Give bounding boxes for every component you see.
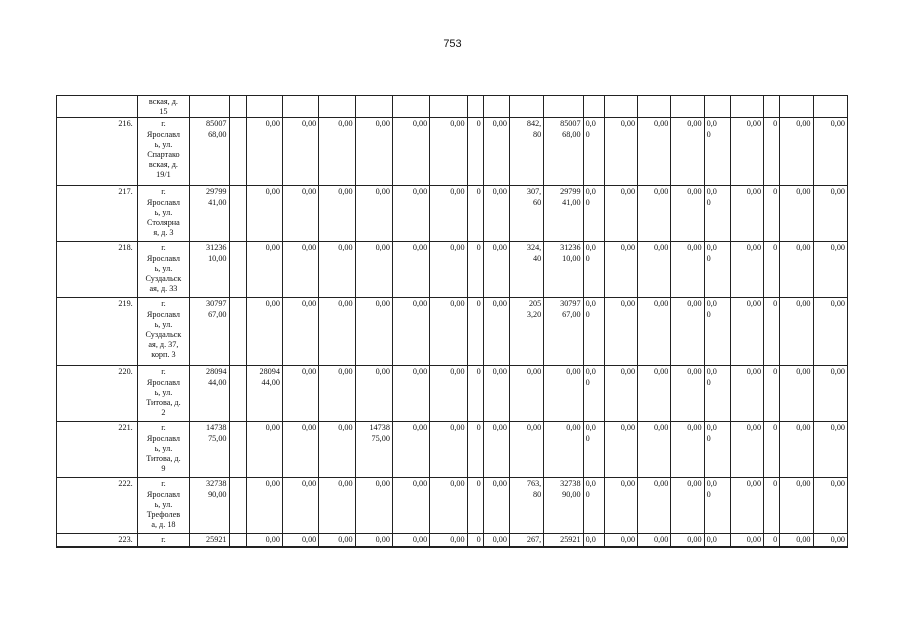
value-cell: 0,00 [392, 422, 429, 478]
value-cell: 0,00 [392, 366, 429, 422]
value-cell [704, 96, 730, 118]
value-cell: 0,00 [780, 534, 813, 547]
table-row [57, 366, 848, 422]
value-cell: 0,00 [319, 366, 355, 422]
value-cell [229, 422, 246, 478]
value-cell: 0,00 [430, 242, 467, 298]
value-cell: 0,00 [813, 478, 847, 534]
value-cell: 0,00 [638, 298, 671, 366]
table-row [57, 118, 848, 186]
table-row [57, 96, 848, 118]
value-cell: 0 [467, 534, 483, 547]
value-cell: 0,00 [730, 366, 763, 422]
value-cell: 0,00 [638, 534, 671, 547]
value-cell [246, 96, 282, 118]
value-cell: 0,00 [319, 298, 355, 366]
value-cell: 0,00 [604, 366, 637, 422]
value-cell: 0,00 [730, 422, 763, 478]
address-cell: г. Ярославл ь, ул. Суздальск ая, д. 33 [137, 242, 189, 298]
value-cell [544, 96, 583, 118]
value-cell: 0,00 [355, 534, 392, 547]
value-cell: 0,00 [483, 534, 509, 547]
value-cell: 30797 67,00 [544, 298, 583, 366]
value-cell: 842, 80 [509, 118, 543, 186]
value-cell: 25921 [190, 534, 229, 547]
value-cell: 0,00 [638, 478, 671, 534]
value-cell: 0,00 [671, 478, 704, 534]
value-cell: 0,00 [392, 478, 429, 534]
value-cell: 32738 90,00 [544, 478, 583, 534]
value-cell: 0,00 [604, 186, 637, 242]
value-cell: 205 3,20 [509, 298, 543, 366]
value-cell: 0,00 [282, 298, 318, 366]
value-cell: 0,00 [319, 118, 355, 186]
value-cell: 14738 75,00 [355, 422, 392, 478]
value-cell: 0,00 [604, 118, 637, 186]
value-cell: 0,00 [780, 186, 813, 242]
address-cell: г. Ярославл ь, ул. Столярна я, д. 3 [137, 186, 189, 242]
value-cell: 0,00 [638, 422, 671, 478]
value-cell [671, 96, 704, 118]
value-cell: 0,00 [355, 478, 392, 534]
value-cell: 0,0 0 [583, 422, 604, 478]
value-cell: 0,00 [813, 366, 847, 422]
value-cell [229, 186, 246, 242]
value-cell: 0,00 [282, 118, 318, 186]
value-cell: 0,00 [282, 534, 318, 547]
value-cell: 0,00 [392, 534, 429, 547]
register-table [56, 95, 848, 548]
value-cell: 0 [764, 534, 780, 547]
value-cell: 0,00 [319, 478, 355, 534]
row-number-cell: 221. [57, 422, 138, 478]
value-cell: 0 [467, 118, 483, 186]
address-cell: вская, д. 15 [137, 96, 189, 118]
value-cell: 0,00 [813, 186, 847, 242]
value-cell: 0,00 [604, 478, 637, 534]
value-cell [764, 96, 780, 118]
value-cell: 31236 10,00 [544, 242, 583, 298]
value-cell: 0,00 [671, 118, 704, 186]
value-cell: 0,00 [483, 242, 509, 298]
value-cell: 0,00 [483, 298, 509, 366]
row-number-cell: 222. [57, 478, 138, 534]
value-cell: 0,00 [544, 366, 583, 422]
value-cell: 0,00 [813, 534, 847, 547]
table-row [57, 478, 848, 534]
value-cell: 0,00 [319, 534, 355, 547]
value-cell: 0,00 [730, 186, 763, 242]
value-cell: 0,00 [638, 366, 671, 422]
value-cell: 0,00 [355, 186, 392, 242]
value-cell: 0,00 [483, 422, 509, 478]
value-cell: 0,00 [509, 366, 543, 422]
value-cell: 0 [764, 242, 780, 298]
value-cell: 0 [764, 186, 780, 242]
value-cell [355, 96, 392, 118]
value-cell: 0,0 0 [704, 422, 730, 478]
value-cell: 0,0 0 [583, 478, 604, 534]
value-cell: 0,0 [704, 534, 730, 547]
value-cell: 0,00 [483, 366, 509, 422]
row-number-cell: 216. [57, 118, 138, 186]
value-cell: 0,00 [638, 118, 671, 186]
address-cell: г. [137, 534, 189, 547]
value-cell: 0,00 [392, 186, 429, 242]
value-cell [392, 96, 429, 118]
value-cell [282, 96, 318, 118]
value-cell: 0,00 [638, 242, 671, 298]
value-cell: 29799 41,00 [190, 186, 229, 242]
value-cell: 0,00 [483, 186, 509, 242]
value-cell: 0,00 [355, 298, 392, 366]
value-cell: 0,00 [430, 366, 467, 422]
value-cell: 0,0 0 [583, 186, 604, 242]
value-cell: 763, 80 [509, 478, 543, 534]
value-cell: 0,0 0 [704, 298, 730, 366]
value-cell: 0,00 [282, 422, 318, 478]
value-cell: 0,00 [282, 186, 318, 242]
value-cell: 0,00 [730, 298, 763, 366]
value-cell: 25921 [544, 534, 583, 547]
table-row [57, 534, 848, 547]
value-cell: 0,00 [282, 242, 318, 298]
value-cell: 0,00 [282, 366, 318, 422]
value-cell [430, 96, 467, 118]
value-cell: 0,00 [604, 422, 637, 478]
value-cell: 0 [467, 422, 483, 478]
value-cell: 0,00 [813, 422, 847, 478]
value-cell: 28094 44,00 [246, 366, 282, 422]
value-cell: 0,00 [730, 242, 763, 298]
value-cell: 0,0 [583, 534, 604, 547]
value-cell: 0,00 [780, 366, 813, 422]
value-cell: 0,00 [780, 298, 813, 366]
value-cell: 324, 40 [509, 242, 543, 298]
value-cell: 0,00 [246, 118, 282, 186]
value-cell [813, 96, 847, 118]
value-cell [319, 96, 355, 118]
value-cell: 0,00 [430, 478, 467, 534]
value-cell [638, 96, 671, 118]
value-cell [229, 118, 246, 186]
value-cell: 0 [467, 186, 483, 242]
value-cell: 0,00 [544, 422, 583, 478]
value-cell: 0,00 [246, 478, 282, 534]
value-cell [229, 298, 246, 366]
table-row [57, 242, 848, 298]
value-cell [190, 96, 229, 118]
value-cell: 0,00 [604, 242, 637, 298]
value-cell: 0,0 0 [583, 366, 604, 422]
value-cell: 0,0 0 [704, 242, 730, 298]
row-number-cell: 223. [57, 534, 138, 547]
value-cell: 0,00 [246, 534, 282, 547]
value-cell: 0,00 [430, 422, 467, 478]
value-cell [780, 96, 813, 118]
value-cell: 0,00 [604, 534, 637, 547]
value-cell: 0,00 [246, 186, 282, 242]
value-cell: 32738 90,00 [190, 478, 229, 534]
value-cell: 0,00 [392, 298, 429, 366]
value-cell: 307, 60 [509, 186, 543, 242]
row-number-cell [57, 96, 138, 118]
value-cell: 0 [467, 298, 483, 366]
value-cell: 0 [764, 366, 780, 422]
value-cell: 0,00 [355, 242, 392, 298]
value-cell: 0 [764, 478, 780, 534]
value-cell: 0,00 [246, 298, 282, 366]
value-cell: 0,00 [730, 534, 763, 547]
value-cell [730, 96, 763, 118]
value-cell [229, 534, 246, 547]
row-number-cell: 220. [57, 366, 138, 422]
value-cell: 0,0 0 [704, 118, 730, 186]
value-cell: 0,00 [430, 298, 467, 366]
value-cell: 0,0 0 [704, 478, 730, 534]
value-cell: 0,00 [355, 366, 392, 422]
value-cell: 0,00 [319, 422, 355, 478]
table-row [57, 422, 848, 478]
value-cell: 85007 68,00 [544, 118, 583, 186]
value-cell: 0,00 [604, 298, 637, 366]
value-cell: 30797 67,00 [190, 298, 229, 366]
value-cell: 0,00 [813, 242, 847, 298]
value-cell: 0,00 [671, 242, 704, 298]
value-cell [483, 96, 509, 118]
value-cell: 0,00 [730, 118, 763, 186]
value-cell: 0,0 0 [704, 366, 730, 422]
value-cell: 0,00 [246, 422, 282, 478]
value-cell: 0,00 [355, 118, 392, 186]
value-cell: 0,00 [430, 534, 467, 547]
value-cell: 0,00 [430, 118, 467, 186]
value-cell [229, 96, 246, 118]
value-cell: 0,00 [392, 118, 429, 186]
value-cell: 0,00 [780, 478, 813, 534]
value-cell: 0,0 0 [704, 186, 730, 242]
value-cell: 0 [764, 118, 780, 186]
value-cell: 0 [467, 478, 483, 534]
value-cell [604, 96, 637, 118]
row-number-cell: 217. [57, 186, 138, 242]
table-row [57, 186, 848, 242]
value-cell: 14738 75,00 [190, 422, 229, 478]
value-cell: 0,00 [509, 422, 543, 478]
value-cell: 28094 44,00 [190, 366, 229, 422]
address-cell: г. Ярославл ь, ул. Титова, д. 9 [137, 422, 189, 478]
value-cell [467, 96, 483, 118]
value-cell: 0,00 [780, 118, 813, 186]
address-cell: г. Ярославл ь, ул. Титова, д. 2 [137, 366, 189, 422]
value-cell: 0,00 [671, 186, 704, 242]
table-row [57, 298, 848, 366]
value-cell: 0,00 [430, 186, 467, 242]
row-number-cell: 218. [57, 242, 138, 298]
address-cell: г. Ярославл ь, ул. Суздальск ая, д. 37, корп. 3 [137, 298, 189, 366]
value-cell: 0,00 [282, 478, 318, 534]
value-cell: 0,00 [483, 118, 509, 186]
value-cell: 0,00 [671, 534, 704, 547]
value-cell [509, 96, 543, 118]
value-cell [229, 242, 246, 298]
value-cell: 0,00 [638, 186, 671, 242]
value-cell: 0,00 [671, 298, 704, 366]
value-cell: 0,0 0 [583, 242, 604, 298]
value-cell: 0 [467, 242, 483, 298]
value-cell [229, 478, 246, 534]
value-cell: 267, [509, 534, 543, 547]
value-cell: 29799 41,00 [544, 186, 583, 242]
value-cell: 0,00 [813, 118, 847, 186]
address-cell: г. Ярославл ь, ул. Трефолев а, д. 18 [137, 478, 189, 534]
value-cell: 0 [764, 422, 780, 478]
value-cell: 0,00 [671, 366, 704, 422]
value-cell: 0,00 [319, 242, 355, 298]
value-cell: 0,00 [319, 186, 355, 242]
value-cell: 0,0 0 [583, 118, 604, 186]
address-cell: г. Ярославл ь, ул. Спартако вская, д. 19/1 [137, 118, 189, 186]
value-cell: 0 [467, 366, 483, 422]
value-cell: 0,00 [483, 478, 509, 534]
value-cell: 0,00 [392, 242, 429, 298]
value-cell: 0 [764, 298, 780, 366]
value-cell: 0,0 0 [583, 298, 604, 366]
value-cell: 0,00 [780, 422, 813, 478]
value-cell: 0,00 [780, 242, 813, 298]
page-number: 753 [443, 38, 462, 50]
value-cell: 0,00 [730, 478, 763, 534]
value-cell: 0,00 [813, 298, 847, 366]
value-cell: 85007 68,00 [190, 118, 229, 186]
value-cell: 0,00 [246, 242, 282, 298]
value-cell [229, 366, 246, 422]
row-number-cell: 219. [57, 298, 138, 366]
value-cell [583, 96, 604, 118]
value-cell: 31236 10,00 [190, 242, 229, 298]
value-cell: 0,00 [671, 422, 704, 478]
